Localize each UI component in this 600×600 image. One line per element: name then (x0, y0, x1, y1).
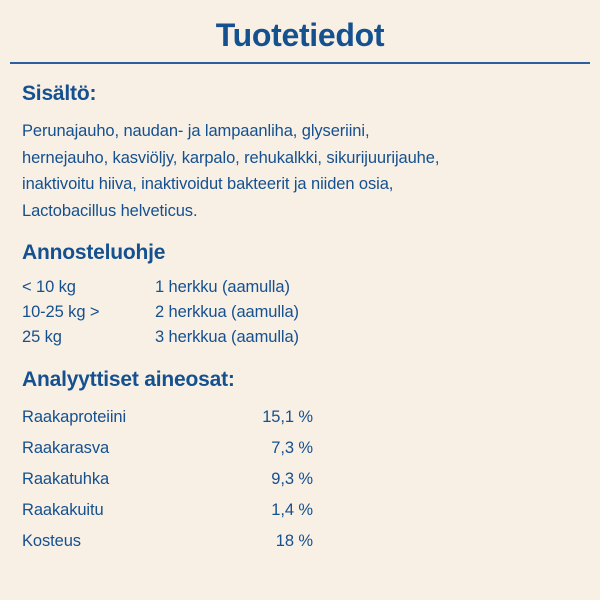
analysis-name: Raakaproteiini (22, 408, 127, 426)
table-row (22, 300, 299, 325)
ingredients-line: inaktivoitu hiiva, inaktivoidut bakteerit ja niiden osia, (22, 175, 394, 193)
analysis-table (22, 402, 313, 557)
dosage-weight: 10-25 kg > (22, 303, 100, 321)
ingredients-text (22, 118, 578, 224)
dosage-amount: 2 herkkua (aamulla) (155, 303, 299, 321)
ingredients-line: Lactobacillus helveticus. (22, 201, 198, 220)
analysis-value: 9,3 % (271, 470, 313, 488)
title-divider (10, 62, 590, 64)
analysis-name: Raakarasva (22, 439, 110, 457)
table-row (22, 464, 313, 495)
table-row (22, 433, 313, 464)
analysis-name: Raakakuitu (22, 501, 104, 519)
table-row (22, 402, 313, 433)
analysis-value: 1,4 % (271, 501, 313, 519)
ingredients-heading: Sisältö: (22, 82, 97, 105)
dosage-weight: < 10 kg (22, 278, 76, 296)
table-row (22, 495, 313, 526)
analysis-name: Kosteus (22, 532, 81, 550)
table-row (22, 325, 299, 350)
analysis-value: 18 % (275, 532, 313, 550)
dosage-amount: 3 herkkua (aamulla) (155, 328, 299, 346)
analysis-name: Raakatuhka (22, 470, 110, 488)
dosage-table (22, 275, 299, 350)
page-title: Tuotetiedot (215, 17, 385, 53)
panel-content (0, 81, 600, 557)
dosage-heading: Annosteluohje (22, 241, 166, 264)
analysis-heading: Analyyttiset aineosat: (22, 368, 235, 391)
ingredients-line: hernejauho, kasviöljy, karpalo, rehukalkki, sikurijuurijauhe, (22, 148, 440, 167)
analysis-value: 7,3 % (271, 439, 313, 457)
ingredients-line: Perunajauho, naudan- ja lampaanliha, glyseriini, (22, 122, 370, 140)
table-row (22, 275, 299, 300)
dosage-weight: 25 kg (22, 328, 62, 346)
table-row (22, 526, 313, 557)
analysis-value: 15,1 % (262, 408, 313, 426)
dosage-amount: 1 herkku (aamulla) (155, 278, 290, 296)
